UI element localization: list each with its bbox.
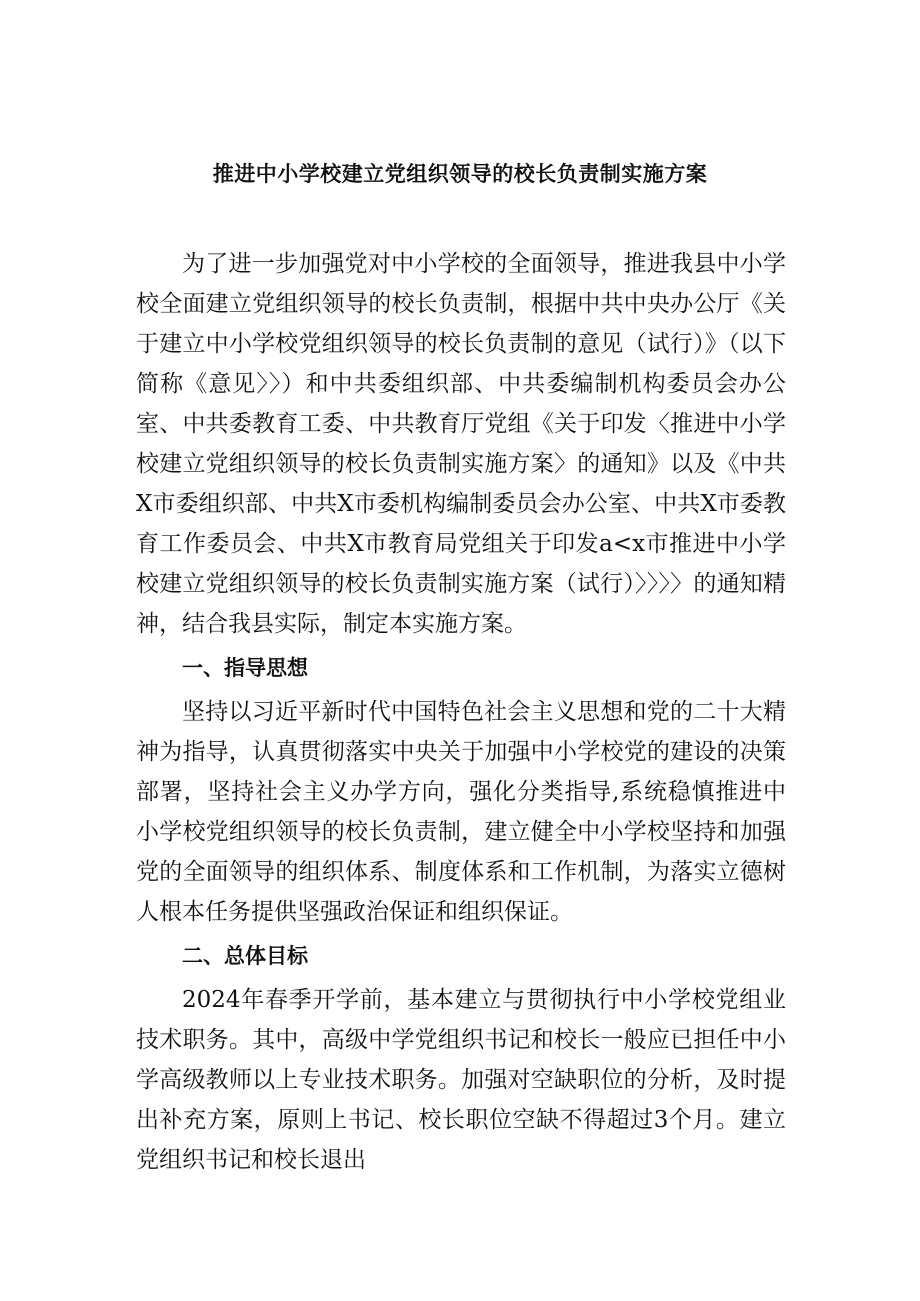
document-title: 推进中小学校建立党组织领导的校长负责制实施方案 bbox=[212, 162, 708, 186]
document-body bbox=[136, 244, 786, 1180]
section-heading-overall-goal: 二、总体目标 bbox=[182, 944, 308, 968]
section-heading-guiding-ideology: 一、指导思想 bbox=[182, 656, 308, 680]
section-paragraph-overall-goal: 2024年春季开学前，基本建立与贯彻执行中小学校党组业技术职务。其中，高级中学党组织书记和校长一般应已担任中小学高级教师以上专业技术职务。加强对空缺职位的分析，及时提出补充方案，原则上书记、校长职位空缺不得超过3个月。建立党组织书记和校长退出 bbox=[136, 987, 786, 1173]
section-paragraph-guiding-ideology: 坚持以习近平新时代中国特色社会主义思想和党的二十大精神为指导，认真贯彻落实中央关于加强中小学校党的建设的决策部署，坚持社会主义办学方向，强化分类指导,系统稳慎推进中小学校党组织领导的校长负责制，建立健全中小学校坚持和加强党的全面领导的组织体系、制度体系和工作机制，为落实立德树人根本任务提供坚强政治保证和组织保证。 bbox=[136, 699, 786, 925]
intro-paragraph: 为了进一步加强党对中小学校的全面领导，推进我县中小学校全面建立党组织领导的校长负责制，根据中共中央办公厅《关于建立中小学校党组织领导的校长负责制的意见（试行）》（以下简称《意见〉〉）和中共委组织部、中共委编制机构委员会办公室、中共委教育工委、中共教育厅党组《关于印发〈推进中小学校建立党组织领导的校长负责制实施方案〉的通知》以及《中共X市委组织部、中共X市委机构编制委员会办公室、中共X市委教育工作委员会、中共X市教育局党组关于印发a<x市推进中小学校建立党组织领导的校长负责制实施方案（试行）〉〉〉〉的通知精神，结合我县实际，制定本实施方案。 bbox=[136, 251, 786, 637]
